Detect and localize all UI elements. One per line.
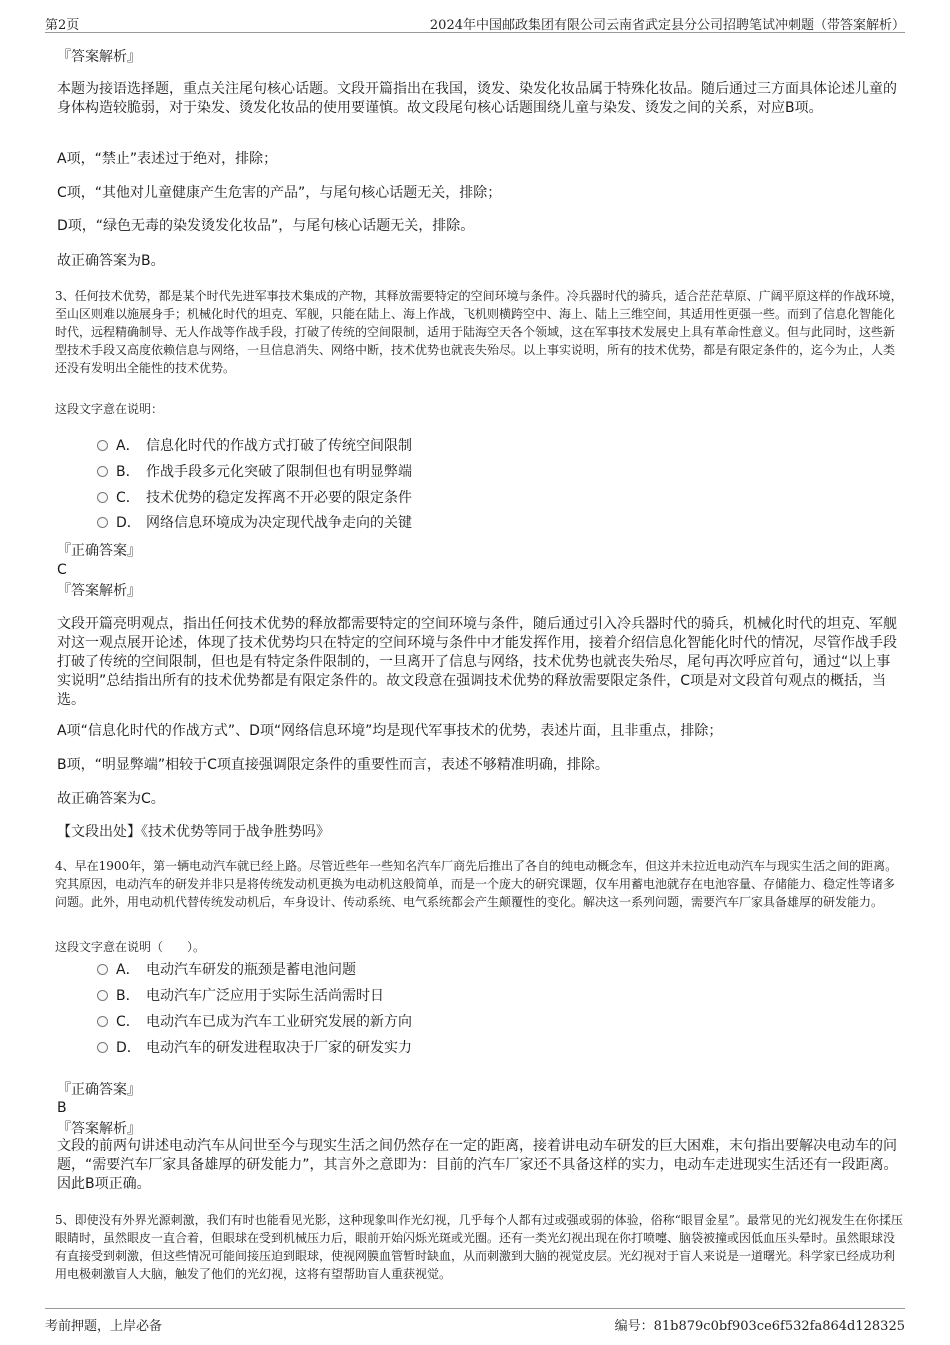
q4-answer-label: 『正确答案』 — [57, 1082, 141, 1098]
q3-option-c[interactable]: C． 技术优势的稳定发挥离不开必要的限定条件 — [97, 488, 412, 508]
q3-option-a[interactable]: A． 信息化时代的作战方式打破了传统空间限制 — [97, 436, 412, 456]
page-footer — [45, 1308, 905, 1333]
q2-conclusion: 故正确答案为B。 — [57, 253, 165, 269]
radio-icon[interactable] — [97, 990, 108, 1001]
radio-icon[interactable] — [97, 492, 108, 503]
page-number: 第2页 — [45, 18, 80, 33]
q3-analysis-paragraph: 文段开篇亮明观点，指出任何技术优势的释放都需要特定的空间环境与条件，随后通过引入冷兵器时代的骑兵，机械化时代的坦克、军舰对这一观点展开论述，体现了技术优势均只在特定的空间环境与条件中才能发挥作用，接着介绍信息化智能化时代的情况，尽管作战手段打破了传统的空间限制，但也是有特定条件限制的，一旦离开了信息与网络，技术优势也就丧失殆尽，尾句再次呼应首句，通过“以上事实说明”总结指出所有的技术优势都是有限定条件的。故文段意在强调技术优势的释放需要限定条件，C项是对文段首句观点的概括，当选。 — [57, 616, 897, 708]
radio-icon[interactable] — [97, 1016, 108, 1027]
q5-stem: 5、即使没有外界光源刺激，我们有时也能看见光影，这种现象叫作光幻视，几乎每个人都有过或强或弱的体验，俗称“眼冒金星”。最常见的光幻视发生在你揉压眼睛时，虽然眼皮一直合着，但眼球在受到机械压力后，眼前开始闪烁光斑或光圈。还有一类光幻视出现在你打喷嚏、脑袋被撞或因低血压头晕时。虽然眼球没有直接受到刺激，但这些情况可能间接压迫到眼球，使视网膜血管暂时缺血，从而刺激到大脑的视觉皮层。光幻视对于盲人来说是一道曙光。科学家已经成功利用电极刺激盲人大脑，触发了他们的光幻视，这将有望帮助盲人重获视觉。 — [55, 1213, 903, 1281]
radio-icon[interactable] — [97, 466, 108, 477]
q3-answer-label: 『正确答案』 — [57, 543, 141, 559]
q4-analysis-label: 『答案解析』 — [57, 1121, 141, 1137]
q4-stem: 4、早在1900年，第一辆电动汽车就已经上路。尽管近些年一些知名汽车厂商先后推出了各自的纯电动概念车，但这并未拉近电动汽车与现实生活之间的距离。究其原因，电动汽车的研发并非只是将传统发动机更换为电动机这般简单，而是一个庞大的研究课题，仅车用蓄电池就存在电池容量、存储能力、稳定性等诸多问题。此外，用电动机代替传统发动机后，车身设计、传动系统、电气系统都会产生颠覆性的变化。解决这一系列问题，需要汽车厂家具备雄厚的研发能力。 — [55, 859, 898, 909]
q3-note-ad: A项“信息化时代的作战方式”、D项“网络信息环境”均是现代军事技术的优势，表述片面，且非重点，排除； — [57, 723, 723, 739]
q2-analysis-paragraph: 本题为接语选择题，重点关注尾句核心话题。文段开篇指出在我国，烫发、染发化妆品属于特殊化妆品。随后通过三方面具体论述儿童的身体构造较脆弱，对于染发、烫发化妆品的使用要谨慎。故文段尾句核心话题围绕儿童与染发、烫发之间的关系，对应B项。 — [57, 81, 897, 116]
q3-prompt: 这段文字意在说明： — [55, 402, 164, 416]
q3-option-b[interactable]: B． 作战手段多元化突破了限制但也有明显弊端 — [97, 462, 412, 482]
q3-option-d[interactable]: D． 网络信息环境成为决定现代战争走向的关键 — [97, 513, 412, 533]
q4-option-c[interactable]: C． 电动汽车已成为汽车工业研究发展的新方向 — [97, 1012, 412, 1032]
radio-icon[interactable] — [97, 1042, 108, 1053]
page-header — [45, 10, 905, 33]
q2-note-a: A项，“禁止”表述过于绝对，排除； — [57, 151, 278, 167]
document-title: 2024年中国邮政集团有限公司云南省武定县分公司招聘笔试冲刺题（带答案解析） — [429, 18, 905, 33]
q4-prompt: 这段文字意在说明（ ）。 — [55, 940, 206, 954]
footer-slogan: 考前押题，上岸必备 — [45, 1319, 163, 1334]
radio-icon[interactable] — [97, 517, 108, 528]
q2-analysis-label: 『答案解析』 — [57, 49, 141, 65]
q4-analysis-paragraph: 文段的前两句讲述电动汽车从问世至今与现实生活之间仍然存在一定的距离，接着讲电动车研发的巨大困难，末句指出要解决电动车的问题，“需要汽车厂家具备雄厚的研发能力”，其言外之意即为：目前的汽车厂家还不具备这样的实力，电动车走进现实生活还有一段距离。因此B项正确。 — [57, 1138, 898, 1192]
q3-source: 【文段出处】《技术优势等同于战争胜势吗》 — [57, 824, 330, 840]
q4-option-b[interactable]: B． 电动汽车广泛应用于实际生活尚需时日 — [97, 986, 384, 1006]
document-code: 编号：81b879c0bf903ce6f532fa864d128325 — [614, 1319, 905, 1334]
q3-conclusion: 故正确答案为C。 — [57, 791, 165, 807]
q4-answer: B — [57, 1100, 67, 1116]
q2-note-d: D项，“绿色无毒的染发烫发化妆品”，与尾句核心话题无关，排除。 — [57, 218, 475, 234]
q3-answer: C — [57, 562, 67, 578]
q3-note-b: B项，“明显弊端”相较于C项直接强调限定条件的重要性而言，表述不够精准明确，排除。 — [57, 757, 609, 773]
q3-analysis-label: 『答案解析』 — [57, 583, 141, 599]
q2-note-c: C项，“其他对儿童健康产生危害的产品”，与尾句核心话题无关，排除； — [57, 185, 502, 201]
q4-option-a[interactable]: A． 电动汽车研发的瓶颈是蓄电池问题 — [97, 960, 356, 980]
radio-icon[interactable] — [97, 440, 108, 451]
q4-option-d[interactable]: D． 电动汽车的研发进程取决于厂家的研发实力 — [97, 1038, 412, 1058]
q3-stem: 3、任何技术优势，都是某个时代先进军事技术集成的产物，其释放需要特定的空间环境与条件。冷兵器时代的骑兵，适合茫茫草原、广阔平原这样的作战环境，至山区则难以施展身手；机械化时代的坦克、军舰，只能在陆上、海上作战，飞机则横跨空中、海上、陆上三维空间，其适用性更强一些。而到了信息化智能化时代，远程精确制导、无人作战等作战手段，打破了传统的空间限制，适用于陆海空天各个领域，这在军事技术发展史上具有革命性意义。但与此同时，这些新型技术手段又高度依赖信息与网络，一旦信息消失、网络中断，技术优势也就丧失殆尽。以上事实说明，所有的技术优势，都是有限定条件的，迄今为止，人类还没有发明出全能性的技术优势。 — [55, 289, 903, 375]
radio-icon[interactable] — [97, 964, 108, 975]
